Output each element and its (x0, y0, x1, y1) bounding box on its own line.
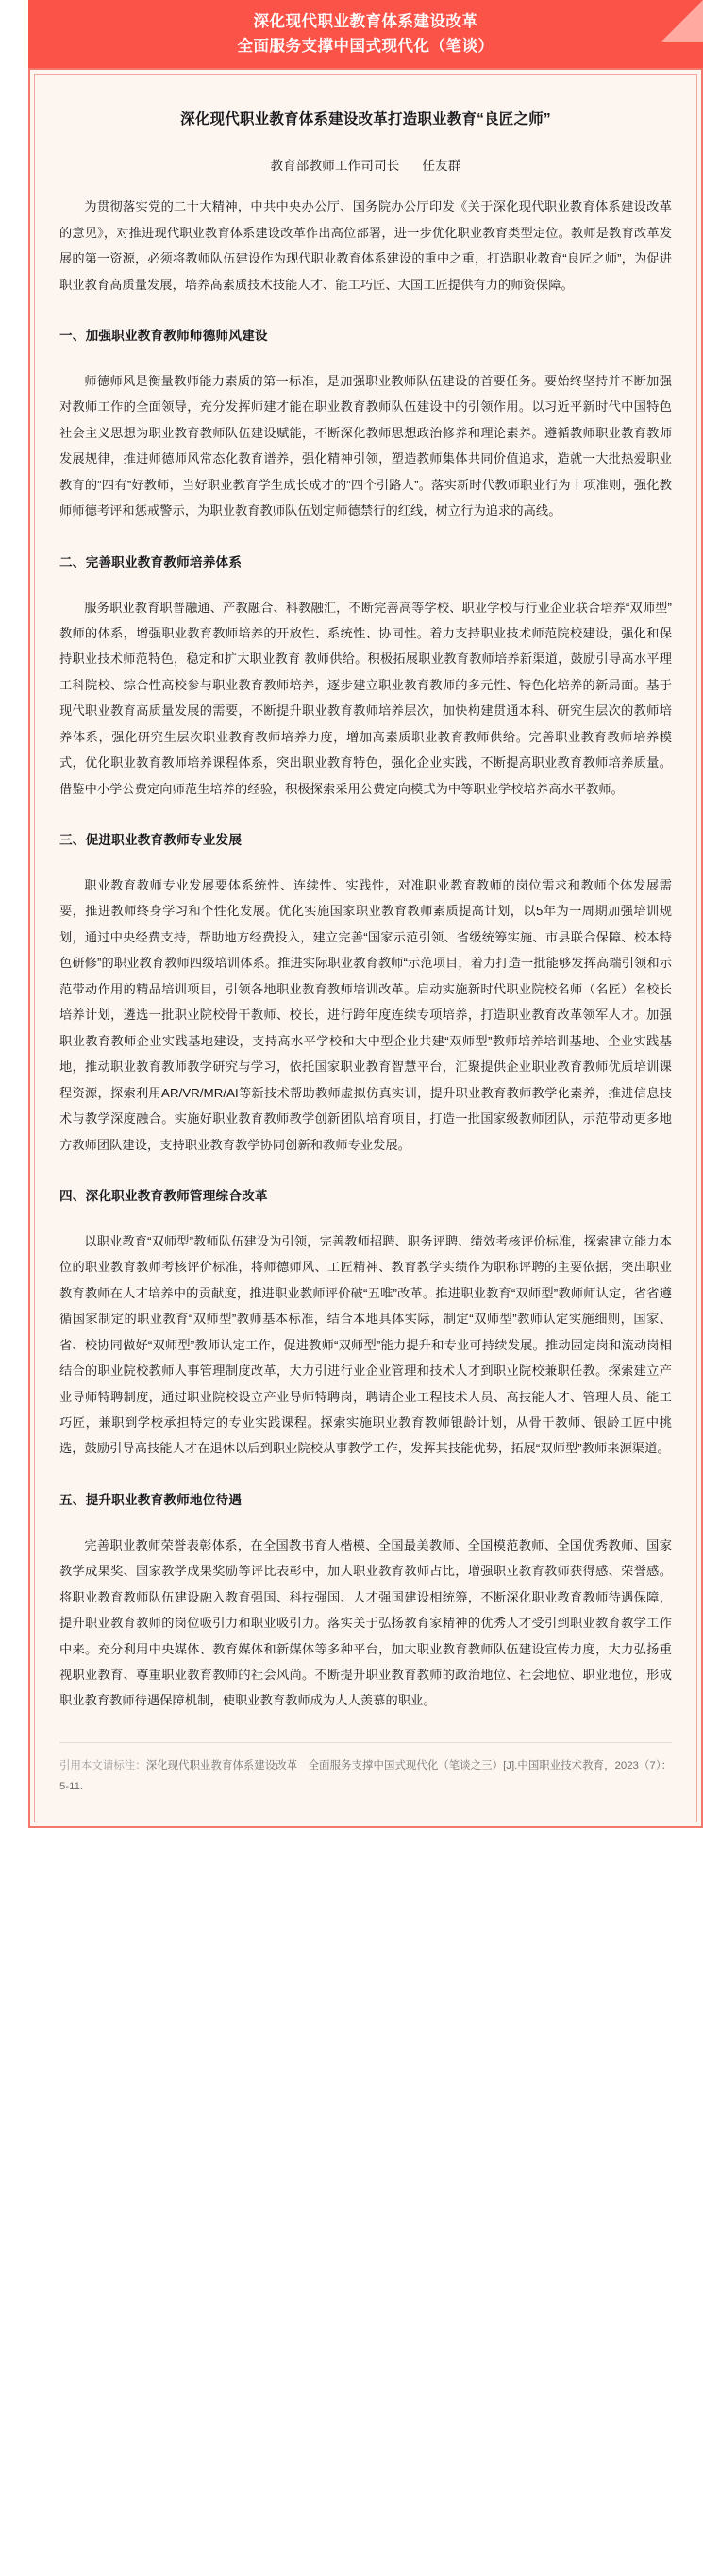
author-name: 任友群 (422, 159, 461, 174)
section-heading-3: 三、促进职业教育教师专业发展 (59, 833, 243, 848)
section-heading-1: 一、加强职业教育教师师德师风建设 (59, 329, 268, 344)
author-affiliation: 教育部教师工作司司长 (270, 159, 400, 174)
section-body-3: 职业教育教师专业发展要体系统性、连续性、实践性，对准职业教育教师的岗位需求和教师个体发展需要，推进教师终身学习和个性化发展。优化实施国家职业教育教师素质提高计划，以5年为一周期加强培训规划，通过中央经费支持，帮助地方经费投入，建立完善“国家示范引领、省级统筹实施、市县联合保障、校本特色研修”的职业教育教师四级培训体系。推进实际职业教育教师“示范项目，着力打造一批能够发挥高端引领和示范带动作用的精品培训项目，引领各地职业教育教师培训改革。启动实施新时代职业院校名师（名匠）名校长培养计划，遴选一批职业院校骨干教师、校长，进行跨年度连续专项培养，打造职业教育改革领军人才。加强职业教育教师企业实践基地建设，支持高水平学校和大中型企业共建“双师型”教师培养培训基地、企业实践基地，推动职业教育教师教学研究与学习，依托国家职业教育智慧平台，汇聚提供企业职业教育教师优质培训课程资源，探索利用AR/VR/MR/AI等新技术帮助教师虚拟仿真实训，提升职业教育教师教学化素养，推进信息技术与教学深度融合。实施好职业教育教师教学创新团队培育项目，打造一批国家级教师团队，示范带动更多地方教师团队建设，支持职业教育教学协同创新和教师专业发展。 (59, 878, 672, 1152)
section-heading-4: 四、深化职业教育教师管理综合改革 (59, 1189, 268, 1203)
section-body-2: 服务职业教育职普融通、产教融合、科教融汇，不断完善高等学校、职业学校与行业企业联合培养“双师型”教师的体系，增强职业教育教师培养的开放性、系统性、协同性。着力支持职业技术师范院校建设，强化和保持职业技术师范特色，稳定和扩大职业教育 教师供给。积极拓展职业教育教师培养新渠道，鼓励引导高水平理工科院校、综合性高校参与职业教育教师培养，逐步建立职业教育教师的多元性、特色化培养的新局面。基于现代职业教育高质量发展的需要，不断提升职业教育教师培养层次，加快构建贯通本科、研究生层次的教师培养体系，强化研究生层次职业教育教师培养力度，增加高素质职业教育教师供给。完善职业教育教师培养模式，优化职业教育教师培养课程体系，突出职业教育特色，强化企业实践，不断提高职业教育教师培养质量。借鉴中小学公费定向师范生培养的经验，积极探索采用公费定向模式为中等职业学校培养高水平教师。 (59, 600, 672, 796)
section-body-5: 完善职业教师荣誉表彰体系，在全国教书育人楷模、全国最美教师、全国模范教师、全国优秀教师、国家教学成果奖、国家教学成果奖励等评比表彰中，加大职业教育教师占比，增强职业教育教师获得感、荣誉感。将职业教育教师队伍建设融入教育强国、科技强国、人才强国建设相统筹，不断深化职业教育教师待遇保障，提升职业教育教师的岗位吸引力和职业吸引力。落实关于弘扬教育家精神的优秀人才受引到职业教育教学工作中来。充分利用中央媒体、教育媒体和新媒体等多种平台，加大职业教育教师队伍建设宣传力度，大力弘扬重视职业教育、尊重职业教育教师的社会风尚。不断提升职业教育教师的政治地位、社会地位、职业地位，形成职业教育教师待遇保障机制，使职业教育教师成为人人羡慕的职业。 (59, 1537, 672, 1708)
document-card (34, 74, 697, 1822)
citation-label: 引用本文请标注： (59, 1759, 146, 1771)
article-byline (59, 155, 672, 174)
section-body-4: 以职业教育“双师型”教师队伍建设为引领，完善教师招聘、职务评聘、绩效考核评价标准，探索建立能力本位的职业教育教师考核评价标准，将师德师风、工匠精神、教育教学实绩作为职称评聘的主要依据，突出职业教育教师在人才培养中的贡献度，推进职业教师评价破“五唯”改革。推进职业教育“双师型”教师师认定，省省遵循国家制定的职业教育“双师型”教师基本标准，结合本地具体实际，制定“双师型”教师认定实施细则，国家、省、校协同做好“双师型”教师认定工作，促进教师“双师型”能力提升和专业可持续发展。推动固定岗和流动岗相结合的职业院校教师人事管理制度改革，大力引进行业企业管理和技术人才到职业院校兼职任教。探索建立产业导师特聘制度，通过职业院校设立产业导师特聘岗，聘请企业工程技术人员、高技能人才、管理人员、能工巧匠，兼职到学校承担特定的专业实践课程。探索实施职业教育教师银龄计划，从骨干教师、银龄工匠中挑选，鼓励引导高技能人才在退休以后到职业院校从事教学工作，发挥其技能优势，拓展“双师型”教师来源渠道。 (59, 1233, 672, 1456)
citation-block (59, 1755, 672, 1797)
article-title: 深化现代职业教育体系建设改革打造职业教育“良匠之师” (180, 111, 551, 128)
document-card-outer-border (28, 68, 703, 1828)
section-heading-2: 二、完善职业教育教师培养体系 (59, 554, 243, 569)
banner-title-line-2: 全面服务支撑中国式现代化（笔谈） (237, 37, 494, 55)
section-heading-5: 五、提升职业教育教师地位待遇 (59, 1492, 243, 1507)
citation-divider (59, 1742, 672, 1743)
citation-title: 深化现代职业教育体系建设改革 全面服务支撑中国式现代化（笔谈之三）[J].中国职业技术教育，2023（7）：5-11. (59, 1759, 672, 1793)
banner-title-line-1: 深化现代职业教育体系建设改革 (253, 13, 478, 30)
page-banner (28, 0, 703, 68)
section-body-1: 师德师风是衡量教师能力素质的第一标准，是加强职业教师队伍建设的首要任务。要始终坚持并不断加强对教师工作的全面领导，充分发挥师建才能在职业教育教师队伍建设中的引领作用。以习近平新时代中国特色社会主义思想为职业教育教师队伍建设赋能，不断深化教师思想政治修养和理论素养。遵循教师职业教育教师发展规律，推进师德师风常态化教育谱养，强化精神引领，塑造教师集体共同价值追求，造就一大批热爱职业教育的“四有”好教师，当好职业教育学生成长成才的“四个引路人”。落实新时代教师职业行为十项准则，强化教师师德考评和惩戒警示，为职业教育教师队伍划定师德禁行的红线，树立行为追求的高线。 (59, 374, 672, 518)
article-intro-paragraph: 为贯彻落实党的二十大精神，中共中央办公厅、国务院办公厅印发《关于深化现代职业教育体系建设改革的意见》，对推进现代职业教育体系建设改革作出高位部署，进一步优化职业教育类型定位。教师是教育改革发展的第一资源，必须将教师队伍建设作为现代职业教育体系建设的重中之重，打造职业教育“良匠之师”，为促进职业教育高质量发展，培养高素质技术技能人才、能工巧匠、大国工匠提供有力的师资保障。 (59, 199, 672, 292)
